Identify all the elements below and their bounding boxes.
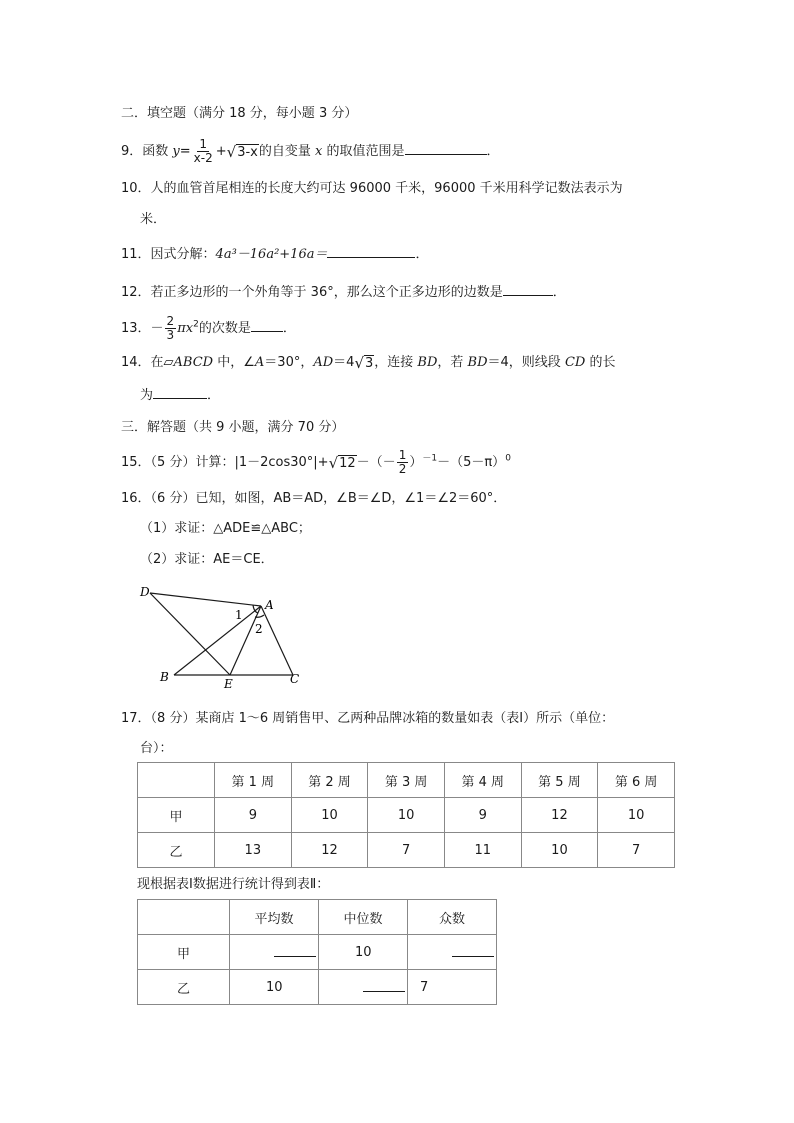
q11-expression: 4a³－16a²+16a＝ [215, 247, 328, 262]
q14-sqrt-arg: 3 [365, 355, 374, 371]
q9-prefix: 9．函数 [121, 144, 173, 159]
q9-answer-blank[interactable] [405, 142, 487, 155]
q9-frac-num: 1 [199, 137, 208, 151]
question-17-line-1: 17．（8 分）某商店 1～6 周销售甲、乙两种品牌冰箱的数量如表（表Ⅰ）所示（单位： [121, 711, 615, 726]
table-2-cell: 10 [319, 935, 408, 970]
table-2-header-cell [138, 900, 230, 935]
label-e: E [224, 677, 233, 691]
table-1-header-row [138, 763, 675, 798]
q13-end: ． [282, 321, 296, 336]
question-9 [121, 138, 500, 165]
q9-end: ． [486, 144, 500, 159]
table-1-header-cell: 第 4 周 [444, 763, 521, 798]
table-2 [137, 899, 497, 1005]
q13-prefix: 13．－ [121, 321, 164, 336]
table-row [138, 935, 497, 970]
label-d: D [140, 585, 150, 599]
table-2-intro: 现根据表Ⅰ数据进行统计得到表Ⅱ： [137, 877, 330, 892]
table-2-cell[interactable] [408, 935, 497, 970]
table-1-header-cell [138, 763, 215, 798]
question-12 [121, 283, 566, 302]
q14-part-b: 中，∠ [213, 355, 255, 370]
sqrt-sign-icon: √ [226, 142, 237, 161]
q9-mid1: 的自变量 [258, 144, 316, 159]
question-10-line-1: 10．人的血管首尾相连的长度大约可达 96000 千米，96000 千米用科学记数法表示为 [121, 181, 623, 196]
table-2-row-label: 乙 [138, 970, 230, 1005]
q14-part-f: ，若 [437, 355, 468, 370]
q13-frac-num: 2 [166, 314, 175, 328]
table-1-header-cell: 第 5 周 [521, 763, 598, 798]
q14-part-e: ，连接 [374, 355, 418, 370]
q9-fraction [192, 138, 215, 165]
table-1-cell: 12 [521, 798, 598, 833]
table-1-cell: 10 [521, 833, 598, 868]
geometry-figure [136, 582, 316, 692]
q11-answer-blank[interactable] [327, 245, 415, 258]
label-angle-2: 2 [255, 622, 263, 636]
table-1-header-cell: 第 3 周 [368, 763, 445, 798]
table-2-cell: 10 [230, 970, 319, 1005]
table-1-cell: 11 [444, 833, 521, 868]
question-16: 16．（6 分）已知，如图，AB＝AD，∠B＝∠D，∠1＝∠2＝60°． [121, 491, 507, 506]
q14-bd-1: BD [417, 355, 438, 370]
section-2-title: 二．填空题（满分 18 分，每小题 3 分） [121, 106, 358, 121]
answer-blank[interactable] [363, 979, 405, 992]
q11-prefix: 11．因式分解： [121, 247, 216, 262]
q9-plus: + [215, 144, 227, 159]
table-2-row-label: 甲 [138, 935, 230, 970]
q15-after-frac: ） [409, 455, 423, 470]
q14-end: ． [207, 388, 221, 403]
q9-var-x: x [315, 144, 323, 159]
q15-frac-den: 2 [398, 462, 407, 476]
table-row [138, 970, 497, 1005]
q12-end: ． [552, 285, 566, 300]
table-row [138, 798, 675, 833]
label-c: C [290, 672, 300, 686]
table-1-row-label: 乙 [138, 833, 215, 868]
q14-part-d: ＝4 [333, 355, 355, 370]
table-2-cell: 7 [408, 970, 497, 1005]
q9-var-y: y [172, 144, 180, 159]
table-2-cell[interactable] [319, 970, 408, 1005]
q14-part-a: 14．在▱ [121, 355, 174, 370]
label-b: B [160, 670, 169, 684]
question-16-sub-1: （1）求证：△ADE≌△ABC； [140, 521, 311, 536]
answer-blank[interactable] [274, 944, 316, 957]
q14-part-g: ＝4，则线段 [487, 355, 565, 370]
q15-sqrt-arg: 12 [339, 455, 356, 471]
q13-exponent: 2 [193, 319, 199, 330]
table-1-header-cell: 第 6 周 [598, 763, 675, 798]
segment-ca [261, 606, 293, 675]
table-1-row-label: 甲 [138, 798, 215, 833]
table-1-cell: 13 [215, 833, 292, 868]
question-10-line-2: 米． [140, 212, 167, 227]
q15-fraction [397, 449, 409, 476]
q11-end: ． [415, 247, 429, 262]
q9-mid2: 的取值范围是 [322, 144, 405, 159]
q13-frac-den: 3 [166, 328, 175, 342]
segment-ba [174, 606, 261, 675]
sqrt-sign-icon: √ [328, 453, 339, 472]
q14-abcd: ABCD [173, 355, 214, 370]
q12-answer-blank[interactable] [503, 283, 553, 296]
q15-mid: －（－ [356, 455, 396, 470]
q14-a: A [254, 355, 265, 370]
answer-blank[interactable] [452, 944, 494, 957]
q14-ad: AD [313, 355, 334, 370]
table-1-cell: 12 [291, 833, 368, 868]
q15-frac-num: 1 [398, 448, 407, 462]
q13-fraction [165, 315, 177, 342]
q13-answer-blank[interactable] [251, 319, 283, 332]
table-1-cell: 10 [291, 798, 368, 833]
q13-expr: πx [177, 321, 194, 336]
q14-sqrt [354, 355, 374, 371]
table-2-header-cell: 平均数 [230, 900, 319, 935]
table-1-cell: 7 [598, 833, 675, 868]
table-2-header-cell: 众数 [408, 900, 497, 935]
q14-line2-text: 为 [140, 388, 154, 403]
table-1 [137, 762, 675, 868]
table-1-cell: 10 [598, 798, 675, 833]
question-15 [121, 449, 511, 476]
sqrt-sign-icon: √ [354, 353, 364, 372]
table-1-header-cell: 第 1 周 [215, 763, 292, 798]
q14-part-h: 的长 [585, 355, 616, 370]
q14-answer-blank[interactable] [153, 386, 207, 399]
section-3-title: 三．解答题（共 9 小题，满分 70 分） [121, 420, 345, 435]
table-1-cell: 7 [368, 833, 445, 868]
q9-frac-den: x-2 [193, 151, 213, 165]
table-1-cell: 10 [368, 798, 445, 833]
q15-sqrt [329, 455, 357, 471]
q9-sqrt [227, 144, 259, 160]
table-1-header-cell: 第 2 周 [291, 763, 368, 798]
q15-exponent-1: －1 [422, 453, 438, 464]
q15-prefix: 15．（5 分）计算：|1－2cos30°|+ [121, 455, 329, 470]
table-2-header-cell: 中位数 [319, 900, 408, 935]
table-row [138, 833, 675, 868]
question-16-sub-2: （2）求证：AE＝CE． [140, 552, 274, 567]
question-17-line-2: 台）： [140, 741, 173, 756]
q9-eq: = [179, 144, 191, 159]
q15-exponent-2: 0 [505, 453, 511, 464]
question-13 [121, 315, 296, 342]
q14-part-c: ＝30°， [264, 355, 314, 370]
question-14-line-2 [140, 386, 220, 405]
q15-mid2: －（5－π） [437, 455, 506, 470]
q14-bd-2: BD [467, 355, 488, 370]
table-2-cell[interactable] [230, 935, 319, 970]
q12-text: 12．若正多边形的一个外角等于 36°，那么这个正多边形的边数是 [121, 285, 503, 300]
q13-text: 的次数是 [198, 321, 251, 336]
label-angle-1: 1 [235, 608, 243, 622]
question-11 [121, 245, 429, 264]
q9-sqrt-arg: 3-x [237, 144, 258, 160]
label-a: A [265, 598, 274, 612]
table-2-header-row [138, 900, 497, 935]
segment-da [150, 593, 261, 606]
table-1-cell: 9 [215, 798, 292, 833]
q14-cd: CD [564, 355, 586, 370]
table-1-cell: 9 [444, 798, 521, 833]
question-14-line-1 [121, 354, 615, 372]
